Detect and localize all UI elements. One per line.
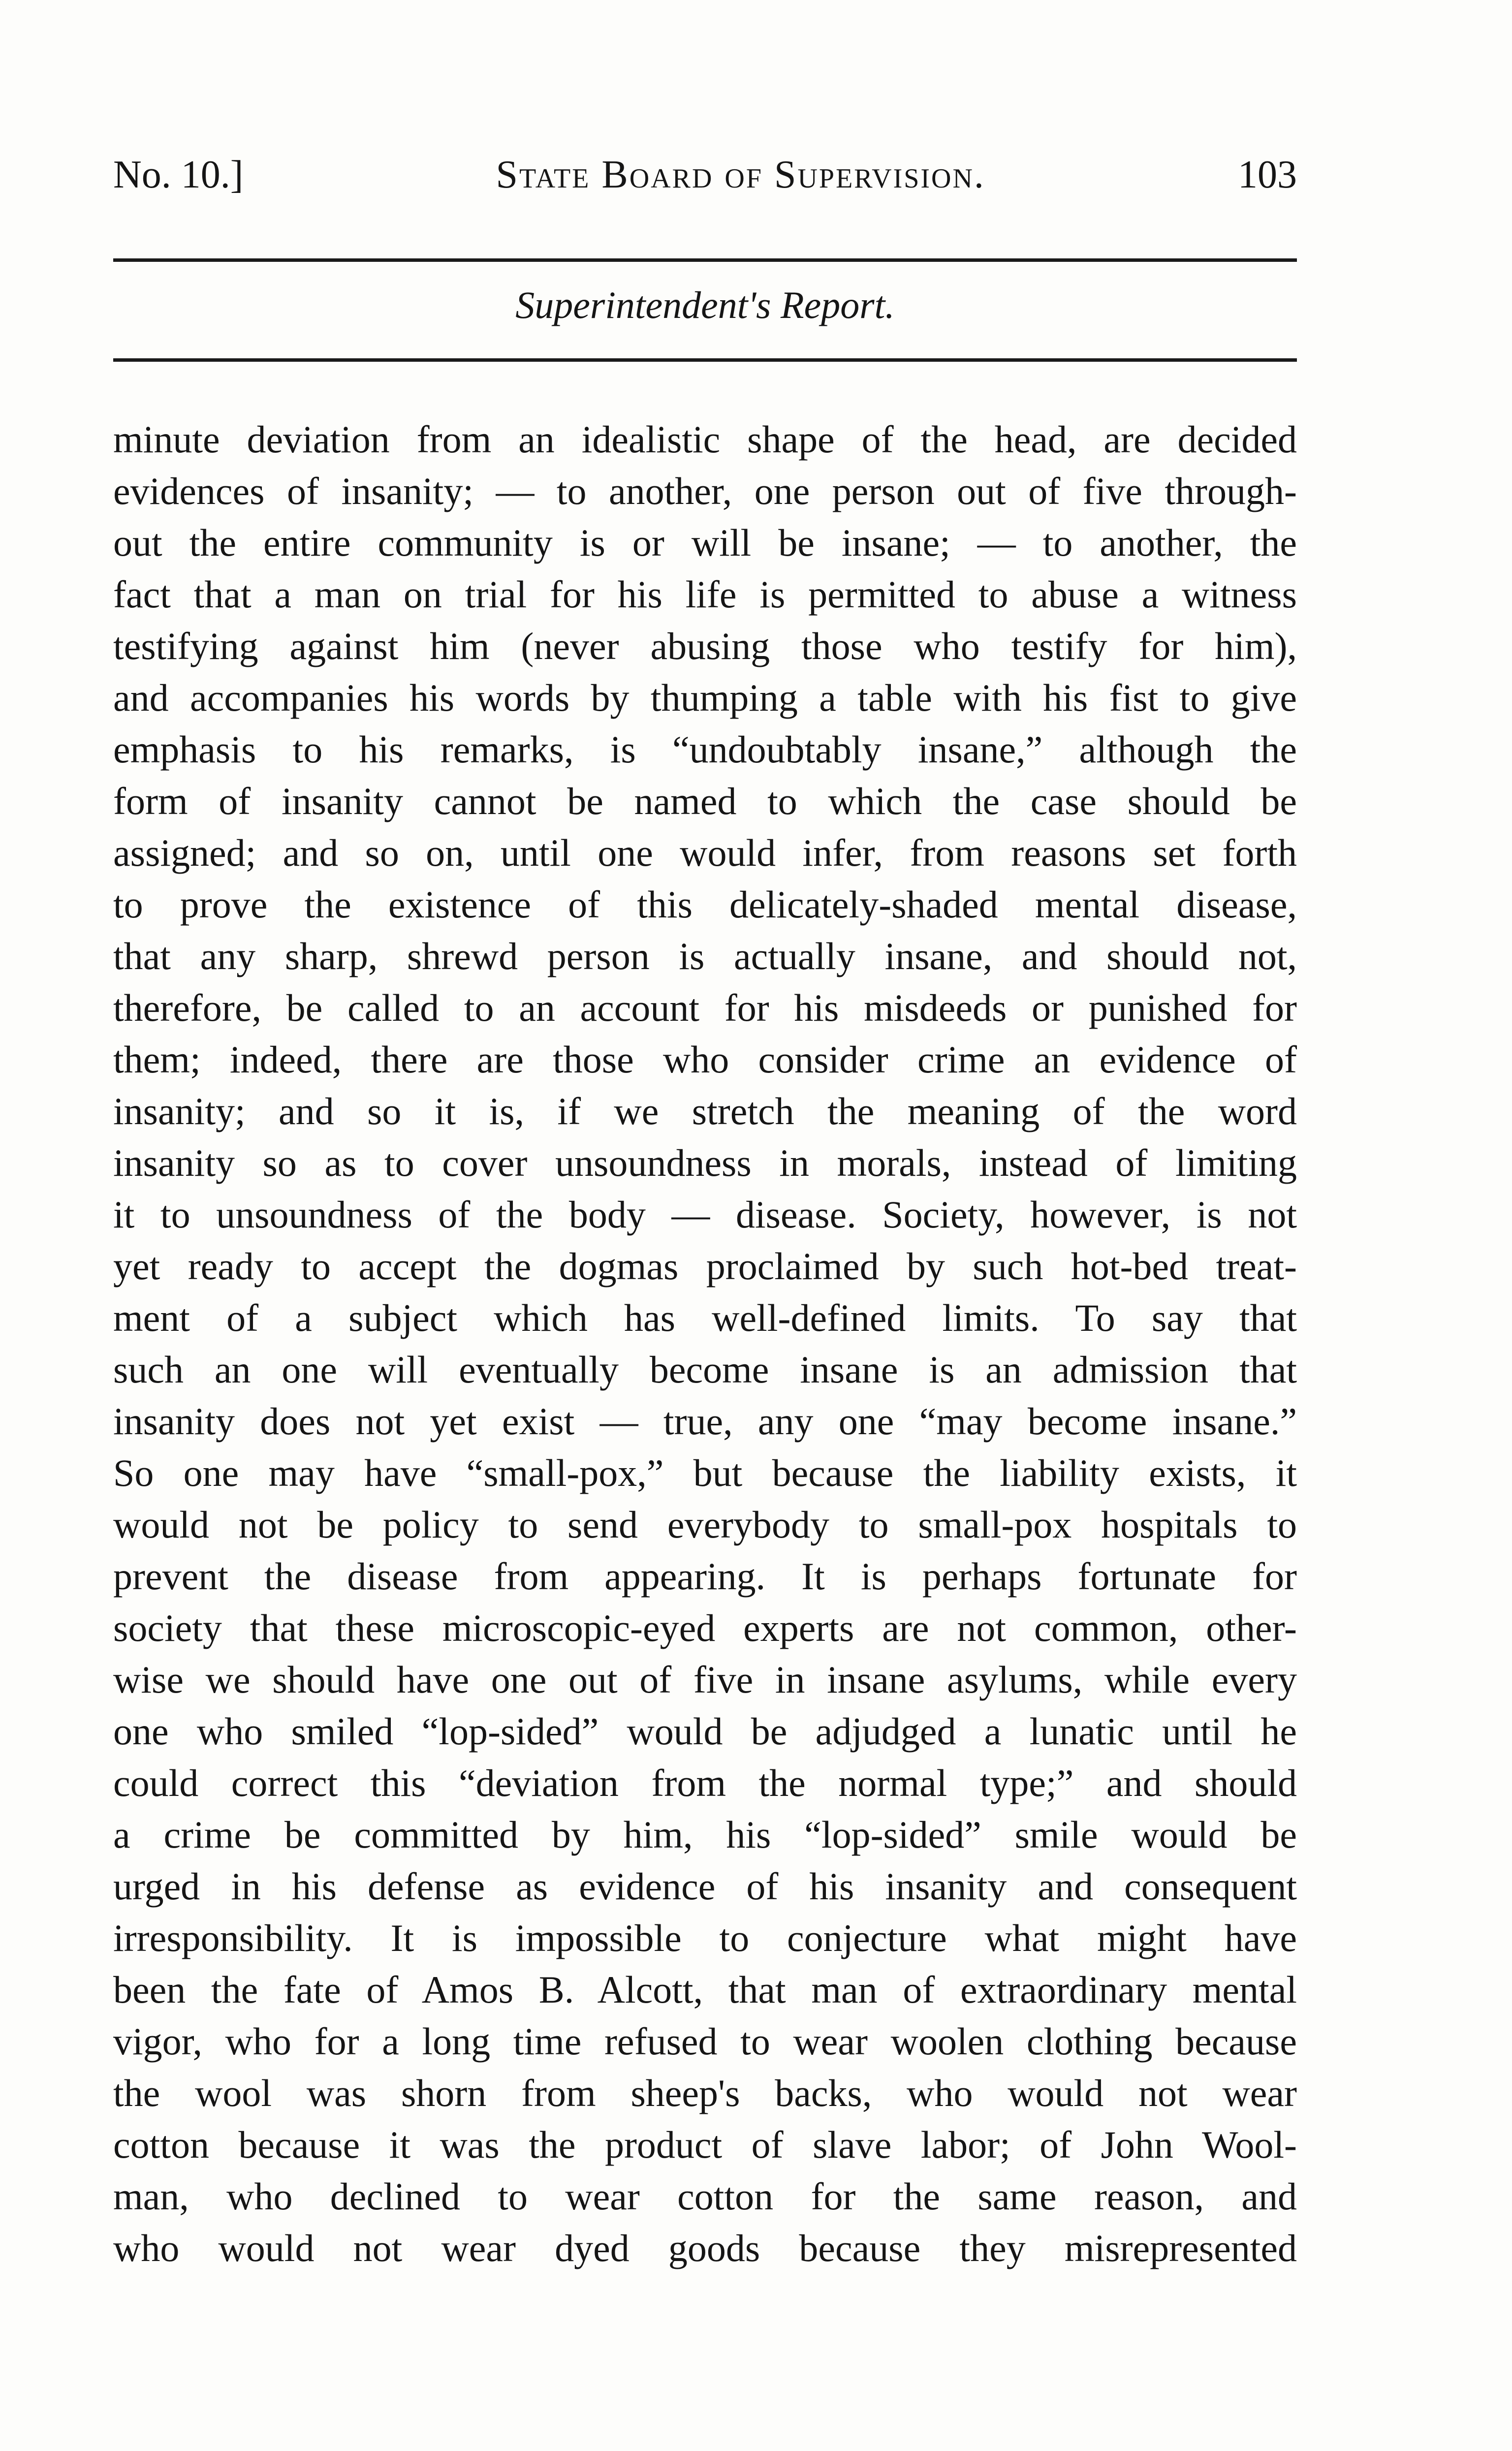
top-rule	[113, 258, 1297, 262]
text-line: would not be policy to send everybody to small-pox hospitals to	[113, 1503, 1297, 1546]
document-number: No. 10.]	[113, 153, 244, 196]
text-line: out the entire community is or will be insane; — to another, the	[113, 521, 1297, 564]
section-title: Superintendent's Report.	[515, 283, 895, 326]
text-line: it to unsoundness of the body — disease. Society, however, is not	[113, 1193, 1297, 1236]
text-line: society that these microscopic-eyed experts are not common, other-	[113, 1606, 1297, 1649]
text-line: cotton because it was the product of slave labor; of John Wool-	[113, 2123, 1297, 2166]
text-line: testifying against him (never abusing those who testify for him),	[113, 625, 1297, 667]
bottom-rule	[113, 358, 1297, 362]
text-line: them; indeed, there are those who consider crime an evidence of	[113, 1038, 1297, 1081]
text-line: the wool was shorn from sheep's backs, who would not wear	[113, 2072, 1297, 2114]
text-line: therefore, be called to an account for his misdeeds or punished for	[113, 986, 1297, 1029]
text-line: yet ready to accept the dogmas proclaimed by such hot-bed treat-	[113, 1245, 1297, 1288]
text-line: insanity so as to cover unsoundness in morals, instead of limiting	[113, 1141, 1297, 1184]
text-line: and accompanies his words by thumping a table with his fist to give	[113, 676, 1297, 719]
text-line: assigned; and so on, until one would infer, from reasons set forth	[113, 831, 1297, 874]
text-line: ment of a subject which has well-defined limits. To say that	[113, 1296, 1297, 1339]
text-line: could correct this “deviation from the normal type;” and should	[113, 1761, 1297, 1804]
text-line: who would not wear dyed goods because they misrepresented	[113, 2227, 1297, 2269]
publication-title: State Board of Supervision.	[496, 153, 985, 196]
text-line: been the fate of Amos B. Alcott, that man of extraordinary mental	[113, 1968, 1297, 2011]
text-line: vigor, who for a long time refused to wear woolen clothing because	[113, 2020, 1297, 2063]
text-line: emphasis to his remarks, is “undoubtably insane,” although the	[113, 728, 1297, 771]
text-line: irresponsibility. It is impossible to conjecture what might have	[113, 1917, 1297, 1959]
text-line: minute deviation from an idealistic shape of the head, are decided	[113, 418, 1297, 461]
body-text	[113, 413, 1297, 2274]
text-line: urged in his defense as evidence of his insanity and consequent	[113, 1865, 1297, 1908]
text-line: one who smiled “lop-sided” would be adjudged a lunatic until he	[113, 1710, 1297, 1753]
text-line: fact that a man on trial for his life is permitted to abuse a witness	[113, 573, 1297, 616]
text-line: So one may have “small-pox,” but because the liability exists, it	[113, 1451, 1297, 1494]
text-line: that any sharp, shrewd person is actually insane, and should not,	[113, 935, 1297, 977]
text-line: wise we should have one out of five in insane asylums, while every	[113, 1658, 1297, 1701]
text-line: insanity does not yet exist — true, any one “may become insane.”	[113, 1400, 1297, 1443]
text-line: a crime be committed by him, his “lop-sided” smile would be	[113, 1813, 1297, 1856]
text-line: evidences of insanity; — to another, one person out of five through-	[113, 470, 1297, 512]
running-head	[113, 153, 1297, 207]
text-line: such an one will eventually become insane is an admission that	[113, 1348, 1297, 1391]
text-line: man, who declined to wear cotton for the same reason, and	[113, 2175, 1297, 2218]
page-number: 103	[1237, 153, 1297, 196]
text-line: insanity; and so it is, if we stretch the meaning of the word	[113, 1090, 1297, 1132]
text-line: form of insanity cannot be named to which the case should be	[113, 780, 1297, 822]
text-line: prevent the disease from appearing. It is perhaps fortunate for	[113, 1555, 1297, 1598]
text-line: to prove the existence of this delicately-shaded mental disease,	[113, 883, 1297, 926]
